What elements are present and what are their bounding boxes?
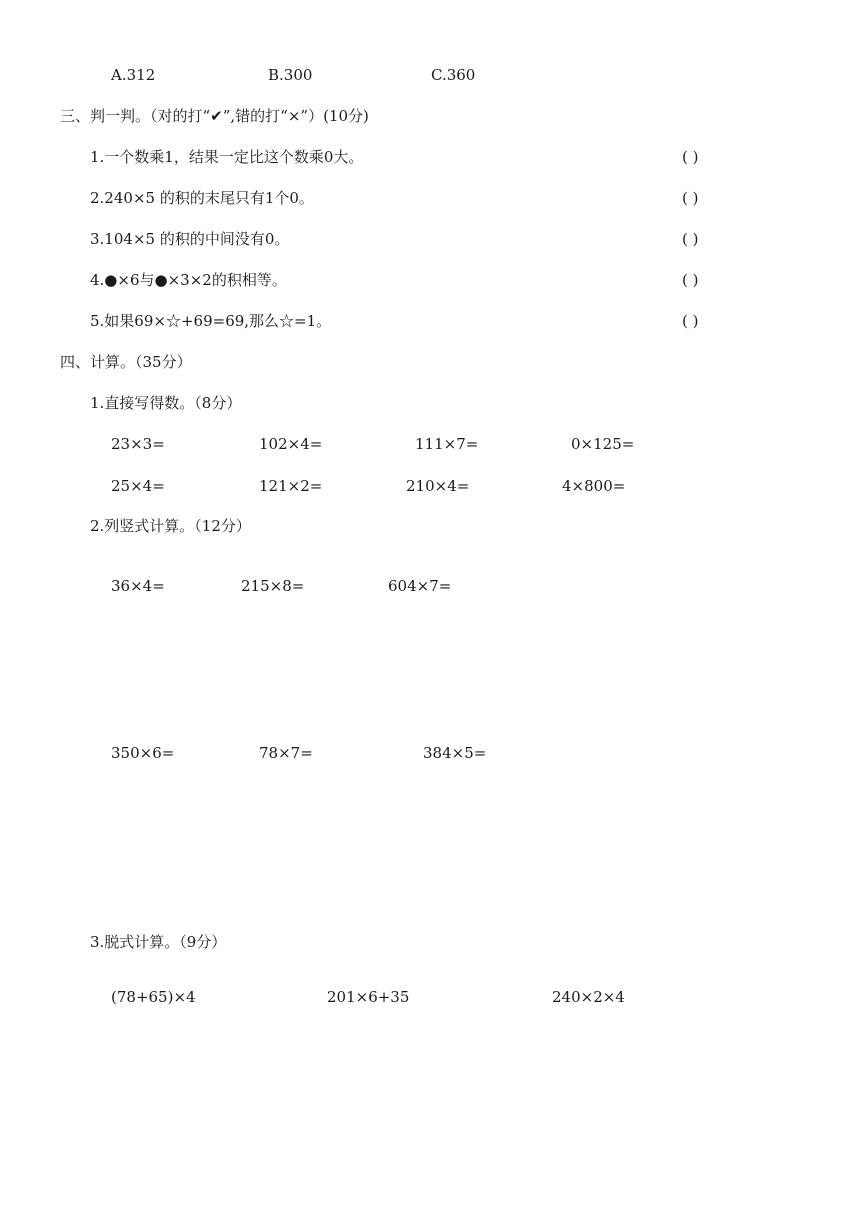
oral-calc-6: 121×2= [259,477,323,495]
vertical-calc-4: 350×6= [111,744,175,762]
option-b: B.300 [268,66,313,84]
oral-calc-8: 4×800= [562,477,626,495]
judge-item-3: 3.104×5 的积的中间没有0。 [90,230,290,248]
judge-item-1: 1.一个数乘1，结果一定比这个数乘0大。 [90,148,364,166]
judge-item-4: 4.●×6与●×3×2的积相等。 [90,271,287,289]
option-a: A.312 [111,66,156,84]
stepwise-calc-1: (78+65)×4 [111,988,196,1006]
part3-title: 3.脱式计算。（9分） [90,933,227,951]
judge-item-2: 2.240×5 的积的末尾只有1个0。 [90,189,314,207]
oral-calc-2: 102×4= [259,435,323,453]
oral-calc-1: 23×3= [111,435,165,453]
judge-item-5: 5.如果69×☆+69=69,那么☆=1。 [90,312,332,330]
answer-blank-2[interactable]: ( ) [682,189,699,207]
part2-title: 2.列竖式计算。（12分） [90,517,251,535]
oral-calc-5: 25×4= [111,477,165,495]
stepwise-calc-2: 201×6+35 [327,988,410,1006]
option-c: C.360 [431,66,476,84]
answer-blank-3[interactable]: ( ) [682,230,699,248]
vertical-calc-1: 36×4= [111,577,165,595]
vertical-calc-6: 384×5= [423,744,487,762]
oral-calc-7: 210×4= [406,477,470,495]
oral-calc-3: 111×7= [415,435,479,453]
vertical-calc-3: 604×7= [388,577,452,595]
vertical-calc-5: 78×7= [259,744,313,762]
oral-calc-4: 0×125= [571,435,635,453]
stepwise-calc-3: 240×2×4 [552,988,625,1006]
part1-title: 1.直接写得数。（8分） [90,394,242,412]
answer-blank-4[interactable]: ( ) [682,271,699,289]
answer-blank-1[interactable]: ( ) [682,148,699,166]
answer-blank-5[interactable]: ( ) [682,312,699,330]
section3-title: 三、判一判。（对的打“✔”,错的打“×”）(10分) [60,107,369,125]
vertical-calc-2: 215×8= [241,577,305,595]
section4-title: 四、计算。（35分） [60,353,192,371]
